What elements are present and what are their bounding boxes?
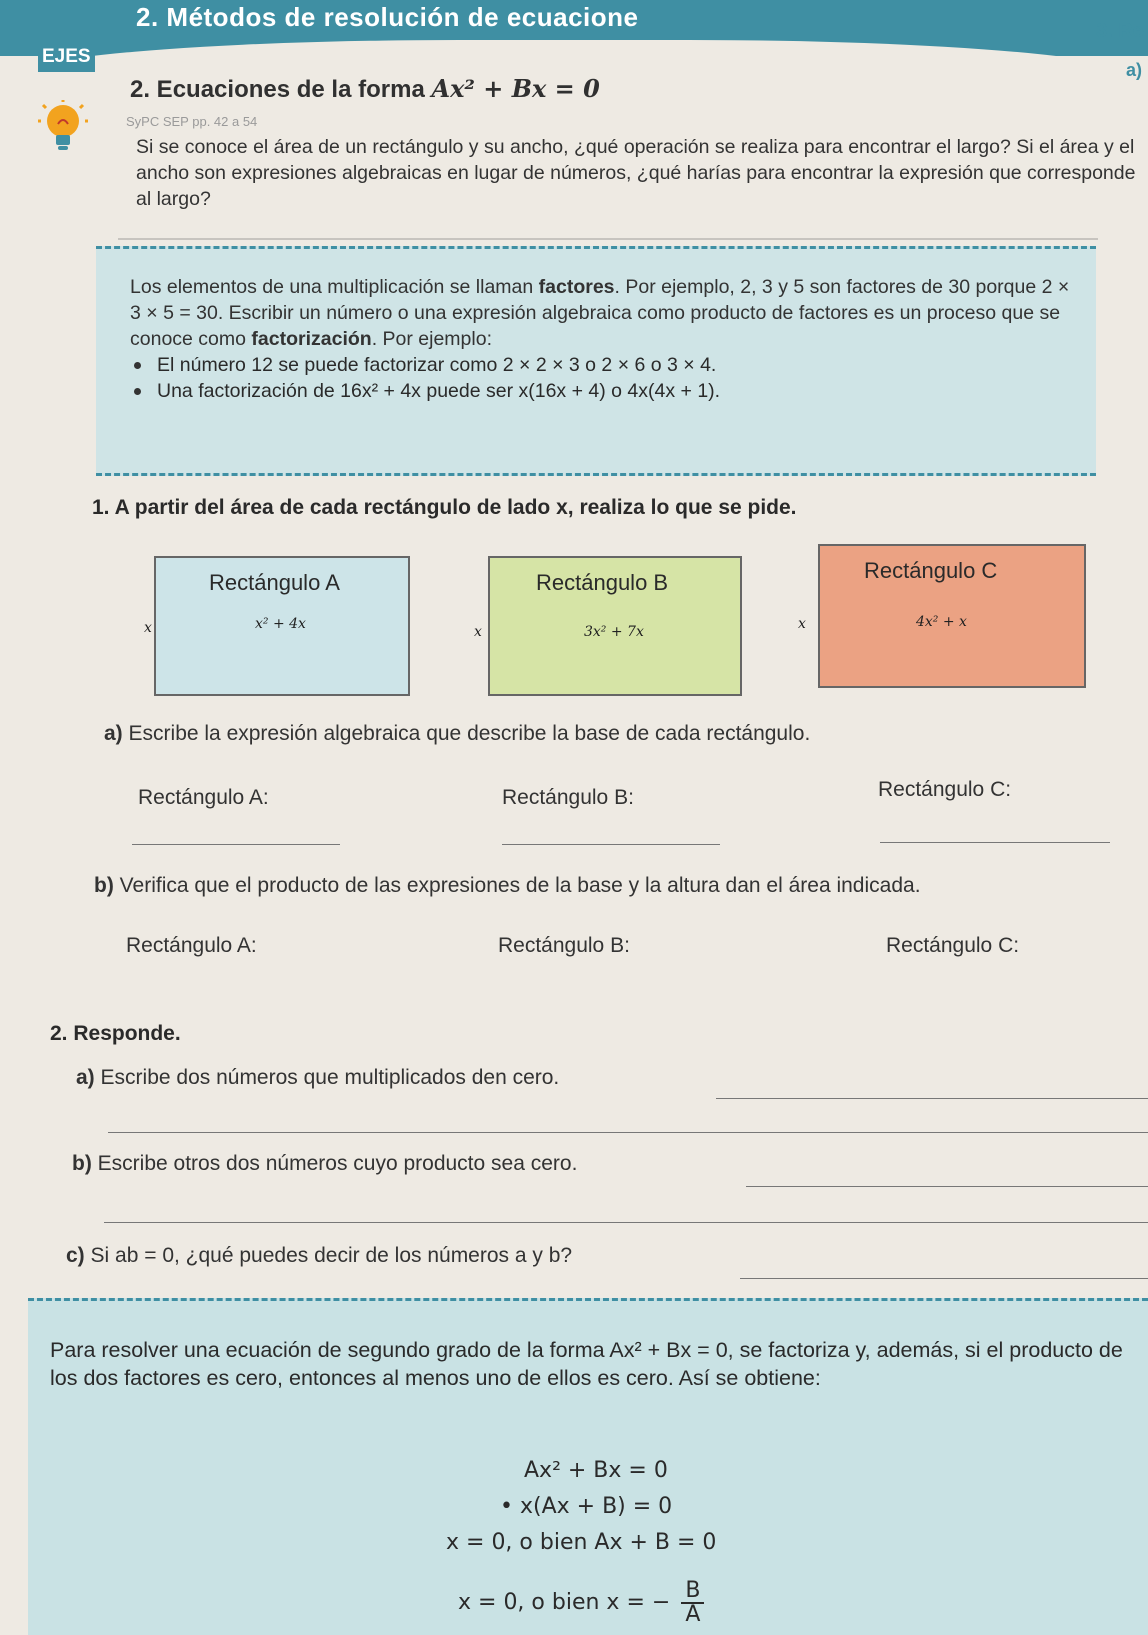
rectangle-b-side: x — [474, 624, 482, 640]
chapter-title: 2. Métodos de resolución de ecuacione — [136, 2, 639, 32]
rectangle-c-area: 4x² + x — [916, 614, 967, 630]
rectangle-a-title: Rectángulo A — [209, 570, 340, 595]
answer-blank-2b-1[interactable] — [746, 1186, 1148, 1187]
answer-blank-2b-2[interactable] — [104, 1222, 1148, 1223]
fraction-denominator: A — [685, 1602, 701, 1627]
question-2c-text: Si ab = 0, ¿qué puedes decir de los números a y b? — [90, 1244, 573, 1267]
next-section-item: a) — [1126, 60, 1143, 80]
question-2a — [76, 1066, 559, 1090]
question-1b — [94, 874, 1148, 898]
rectangle-c-side: x — [798, 616, 806, 632]
bullet-text: Una factorización de 16x² + 4x puede ser x(16x + 4) o 4x(4x + 1). — [157, 380, 721, 402]
question-2a-text: Escribe dos números que multiplicados den cero. — [100, 1066, 560, 1089]
equation-4-text: x = 0, o bien x = − — [458, 1590, 671, 1615]
question-1-title: 1. A partir del área de cada rectángulo de lado x, realiza lo que se pide. — [92, 496, 797, 519]
info-box-factors-text — [130, 274, 1080, 404]
item-letter: b) — [94, 874, 114, 897]
question-1a — [104, 722, 810, 746]
answer-blank-2c[interactable] — [740, 1278, 1148, 1279]
intro-question: Si se conoce el área de un rectángulo y su ancho, ¿qué operación se realiza para encontrar el largo? Si el área y el ancho son expresiones algebraicas en lugar de números, ¿qué harías para encontrar la expresión que corresponde al largo? — [136, 136, 1136, 210]
section-title-text: 2. Ecuaciones de la forma — [130, 76, 432, 103]
rectangle-a-area: x² + 4x — [255, 616, 306, 632]
next-section-heading: 3. Re — [1096, 20, 1144, 42]
equation-4 — [458, 1580, 704, 1626]
answer-blank-2a-1[interactable] — [716, 1098, 1148, 1099]
verify-label-a: Rectángulo A: — [126, 934, 257, 957]
term-factorizacion: factorización — [251, 328, 372, 350]
ejes-label: EJES — [38, 42, 95, 72]
list-item — [130, 352, 1080, 378]
text: Los elementos de una multiplicación se llaman — [130, 276, 539, 298]
item-letter: a) — [76, 1066, 95, 1089]
verify-label-b: Rectángulo B: — [498, 934, 630, 957]
equation-2: • x(Ax + B) = 0 — [500, 1494, 673, 1519]
fraction-numerator: B — [681, 1580, 704, 1604]
text: . Por ejemplo: — [371, 328, 492, 350]
bullet-text: El número 12 se puede factorizar como 2 × 2 × 3 o 2 × 6 o 3 × 4. — [157, 354, 717, 376]
question-2b-text: Escribe otros dos números cuyo producto sea cero. — [97, 1152, 578, 1175]
item-letter: a) — [104, 722, 123, 745]
rectangle-a-side: x — [144, 620, 152, 636]
question-1b-text: Verifica que el producto de las expresiones de la base y la altura dan el área indicada. — [119, 874, 921, 897]
verify-label-c: Rectángulo C: — [886, 934, 1020, 957]
equation-2-text: x(Ax + B) = 0 — [519, 1494, 673, 1519]
rectangle-b-area: 3x² + 7x — [584, 624, 644, 640]
question-2-title: 2. Responde. — [50, 1022, 181, 1045]
lightbulb-icon — [38, 100, 88, 154]
item-letter: b) — [72, 1152, 92, 1175]
section-title-equation: Ax² + Bx = 0 — [431, 74, 600, 103]
math-example: 2 × 3 × 5 = 30 — [130, 276, 1070, 324]
question-1a-text: Escribe la expresión algebraica que describe la base de cada rectángulo. — [128, 722, 811, 745]
divider — [118, 238, 1098, 240]
list-item — [130, 378, 1080, 404]
question-2c — [66, 1244, 572, 1268]
bullet-icon — [134, 362, 141, 369]
answer-blank-c[interactable] — [880, 842, 1110, 843]
equation-3: x = 0, o bien Ax + B = 0 — [446, 1530, 717, 1555]
info-box-solving-text: Para resolver una ecuación de segundo grado de la forma Ax² + Bx = 0, se factoriza y, además, si el producto de los dos factores es cero, entonces al menos uno de ellos es cero. Así se obtiene: — [50, 1338, 1123, 1390]
text: . Escribir un número o una expresión algebraica como producto de factores es un proceso que se conoce como — [130, 302, 1061, 350]
answer-blank-a[interactable] — [132, 844, 340, 845]
sypc-reference: SyPC SEP pp. 42 a 54 — [126, 114, 258, 129]
term-factores: factores — [538, 276, 615, 298]
answer-blank-2a-2[interactable] — [108, 1132, 1148, 1133]
factors-definition — [130, 274, 1080, 352]
bullet-icon — [134, 388, 141, 395]
answer-label-a: Rectángulo A: — [138, 786, 269, 809]
answer-blank-b[interactable] — [502, 844, 720, 845]
item-letter: c) — [66, 1244, 85, 1267]
section-title — [130, 74, 600, 104]
equation-1: Ax² + Bx = 0 — [524, 1458, 668, 1483]
rectangle-b-title: Rectángulo B — [536, 570, 669, 595]
answer-label-b: Rectángulo B: — [502, 786, 634, 809]
fraction — [681, 1580, 704, 1626]
rectangle-c-title: Rectángulo C — [864, 558, 998, 583]
text: . Por ejemplo, 2, 3 y 5 son factores de 30 porque — [614, 276, 1042, 298]
question-2b — [72, 1152, 577, 1176]
answer-label-c: Rectángulo C: — [878, 778, 1012, 801]
